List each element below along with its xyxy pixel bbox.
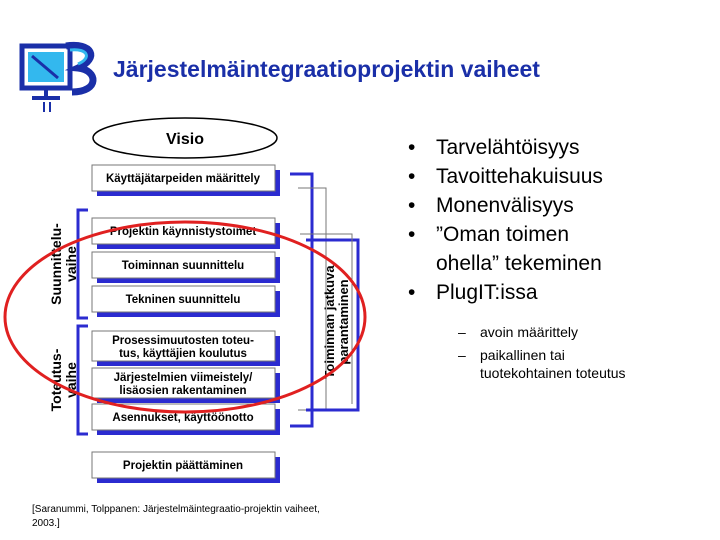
phase-box-label: Tekninen suunnittelu — [125, 294, 241, 306]
sub-list — [436, 323, 713, 382]
phase-box-label: tus, käyttäjien koulutus — [119, 348, 247, 360]
citation: [Saranummi, Tolppanen: Järjestelmäintegraatio-projektin vaiheet, 2003.] — [32, 504, 320, 529]
phase-box-label: Projektin käynnistystoimet — [109, 226, 257, 238]
planning-phase-label: vaihe — [63, 246, 79, 282]
planning-phase-bracket — [78, 210, 88, 318]
sub-list-item — [436, 323, 713, 341]
continuous-improvement-label: Toiminnan jatkuva — [322, 265, 337, 379]
phase-box — [92, 404, 280, 435]
phase-box-label: Käyttäjätarpeiden määrittely — [105, 173, 261, 185]
phase-box — [92, 331, 280, 366]
phase-box-label: Asennukset, käyttöönotto — [112, 412, 254, 424]
bullet-marker: • — [408, 223, 416, 246]
list-item — [408, 220, 713, 278]
phase-box — [92, 368, 280, 403]
implementation-phase-bracket — [78, 326, 88, 434]
sub-bullet-marker: – — [458, 324, 466, 340]
list-item-text: Tarvelähtöisyys — [436, 136, 580, 159]
sub-list-item-text: paikallinen tai — [480, 347, 565, 363]
phase-box-label: Toiminnan suunnittelu — [121, 260, 245, 272]
phase-box — [92, 286, 280, 317]
sub-bullet-marker: – — [458, 347, 466, 363]
phase-box-label: lisäosien rakentaminen — [119, 385, 247, 397]
list-item-text: ohella” tekeminen — [436, 252, 602, 275]
list-item-text: ”Oman toimen — [436, 223, 570, 246]
list-item — [408, 191, 713, 220]
bullet-marker: • — [408, 136, 416, 159]
key-principles-list — [408, 133, 713, 387]
list-item-text: PlugIT:issa — [436, 281, 538, 304]
phase-box — [92, 252, 280, 283]
bullet-marker: • — [408, 281, 416, 304]
list-item-text: Monenvälisyys — [436, 194, 574, 217]
list-item-text: Tavoittehakuisuus — [436, 165, 603, 188]
implementation-phase-label: Toteutus- — [48, 348, 64, 412]
sub-list-item — [436, 346, 713, 382]
continuous-improvement-label: parantaminen — [336, 279, 351, 365]
project-phase-diagram — [0, 110, 370, 530]
phase-box — [92, 452, 280, 483]
phase-box — [92, 165, 280, 196]
list-item — [408, 278, 713, 382]
phase-box-label: Järjestelmien viimeistely/ — [113, 372, 253, 384]
sub-list-item-text: tuotekohtainen toteutus — [480, 365, 626, 381]
vision-label: Visio — [166, 131, 204, 148]
bullet-marker: • — [408, 194, 416, 217]
bullet-marker: • — [408, 165, 416, 188]
list-item — [408, 162, 713, 191]
planning-phase-label: Suunnittelu- — [48, 223, 64, 305]
phase-box-label: Prosessimuutosten toteu- — [112, 335, 254, 347]
sub-list-item-text: avoin määrittely — [480, 324, 579, 340]
monitor-logo-icon — [14, 40, 104, 120]
list-item — [408, 133, 713, 162]
phase-box-label: Projektin päättäminen — [122, 460, 244, 472]
implementation-phase-label: vaihe — [63, 362, 79, 398]
page-title: Järjestelmäintegraatioprojektin vaiheet — [113, 56, 540, 82]
